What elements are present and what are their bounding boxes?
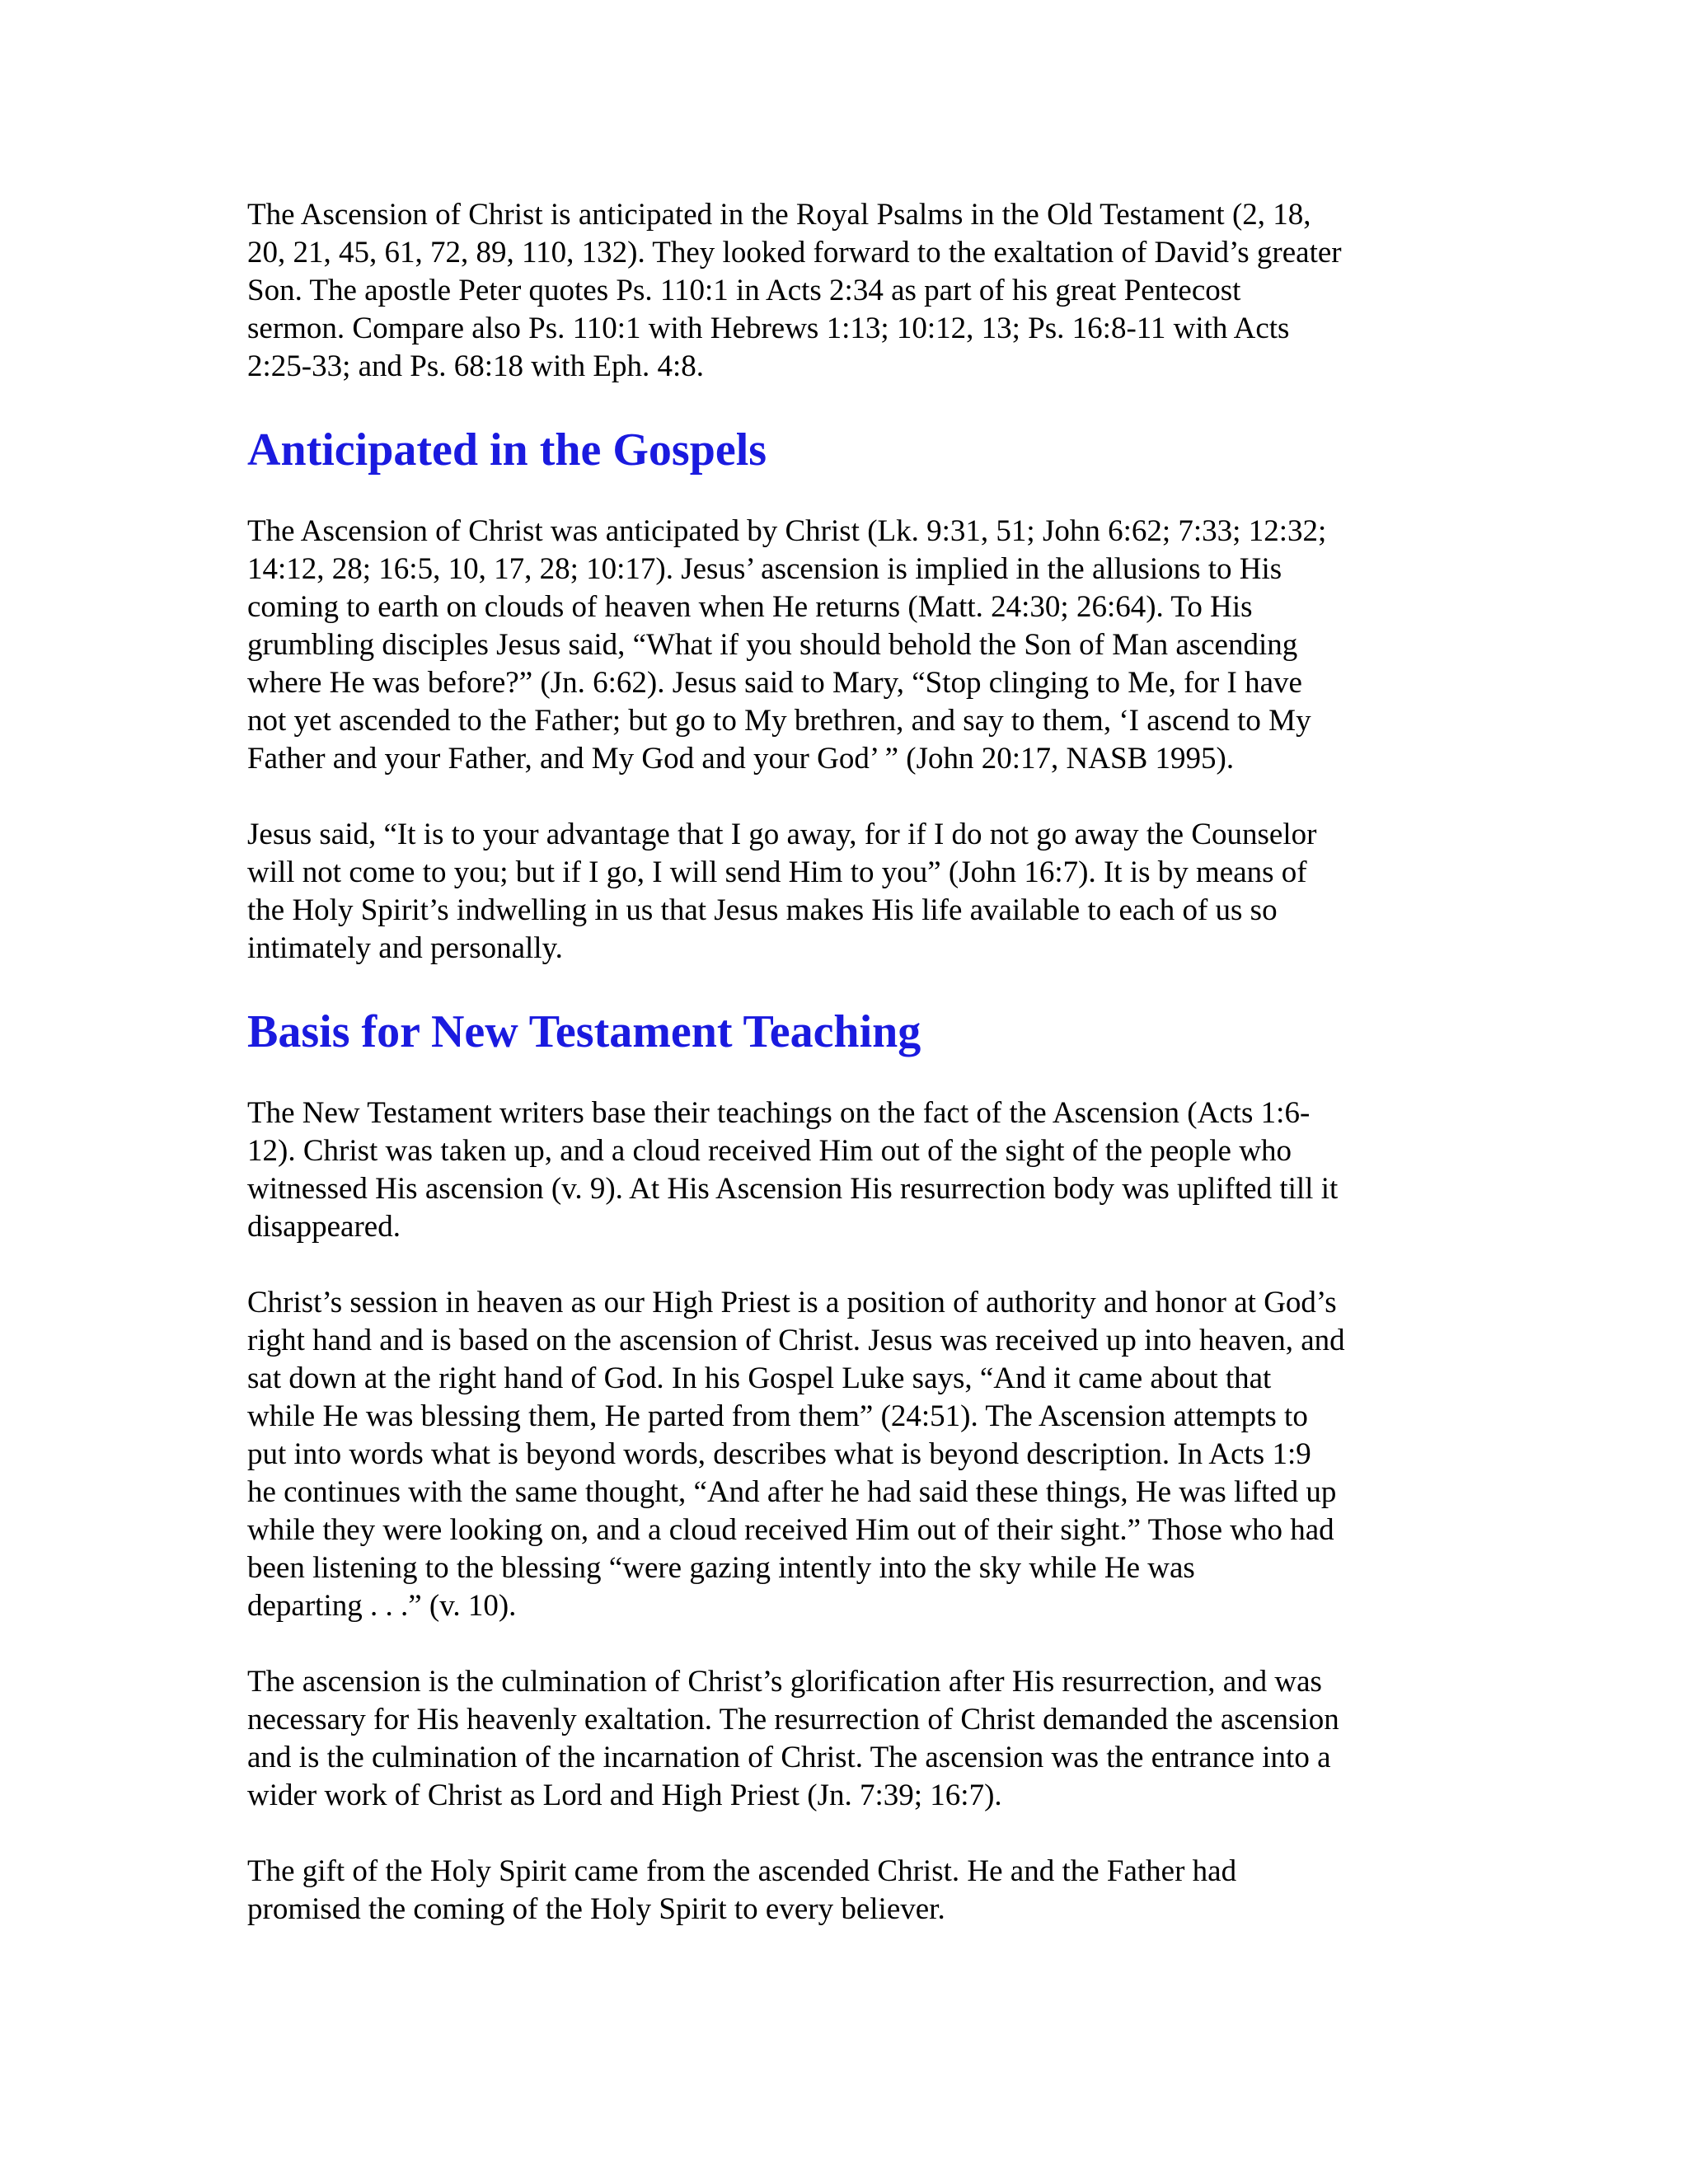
paragraph-anticipated-by-christ: The Ascension of Christ was anticipated by Christ (Lk. 9:31, 51; John 6:62; 7:33; 12:32; 14:12, 28; 16:5, 10, 17, 28; 10:17). Jesus’ ascension is implied in the allusions to His coming to earth on clouds of heaven when He returns (Matt. 24:30; 26:64). To His grumbling disciples Jesus said, “What if you should behold the Son of Man ascending where He was before?” (Jn. 6:62). Jesus said to Mary, “Stop clinging to Me, for I have not yet ascended to the Father; but go to My brethren, and say to them, ‘I ascend to My Father and your Father, and My God and your God’ ” (John 20:17, NASB 1995). bbox=[247, 514, 1327, 776]
paragraph-nt-writers: The New Testament writers base their teachings on the fact of the Ascension (Acts 1:6- 12). Christ was taken up, and a cloud received Him out of the sight of the people who witnessed His ascension (v. 9). At His Ascension His resurrection body was uplifted till it disappeared. bbox=[247, 1096, 1339, 1244]
paragraph-culmination: The ascension is the culmination of Christ’s glorification after His resurrection, and was necessary for His heavenly exaltation. The resurrection of Christ demanded the ascension and is the culmination of the incarnation of Christ. The ascension was the entrance into a wider work of Christ as Lord and High Priest (Jn. 7:39; 16:7). bbox=[247, 1665, 1339, 1812]
paragraph-counselor: Jesus said, “It is to your advantage that I go away, for if I do not go away the Counselor will not come to you; but if I go, I will send Him to you” (John 16:7). It is by means of the Holy Spirit’s indwelling in us that Jesus makes His life available to each of us so intimately and personally. bbox=[247, 818, 1317, 965]
paragraph-session-in-heaven: Christ’s session in heaven as our High Priest is a position of authority and honor at God’s right hand and is based on the ascension of Christ. Jesus was received up into heaven, and sat down at the right hand of God. In his Gospel Luke says, “And it came about that while He was blessing them, He parted from them” (24:51). The Ascension attempts to put into words what is beyond words, describes what is beyond description. In Acts 1:9 he continues with the same thought, “And after he had said these things, He was lifted up while they were looking on, and a cloud received Him out of their sight.” Those who had been listening to the blessing “were gazing intently into the sky while He was departing . . .” (v. 10). bbox=[247, 1286, 1345, 1623]
paragraph-royal-psalms: The Ascension of Christ is anticipated in the Royal Psalms in the Old Testament (2, 18, 20, 21, 45, 61, 72, 89, 110, 132). They looked forward to the exaltation of David’s greater Son. The apostle Peter quotes Ps. 110:1 in Acts 2:34 as part of his great Pentecost sermon. Compare also Ps. 110:1 with Hebrews 1:13; 10:12, 13; Ps. 16:8-11 with Acts 2:25-33; and Ps. 68:18 with Eph. 4:8. bbox=[247, 198, 1342, 383]
heading-basis-for-nt-teaching: Basis for New Testament Teaching bbox=[247, 1006, 921, 1057]
heading-anticipated-in-gospels: Anticipated in the Gospels bbox=[247, 424, 767, 476]
paragraph-holy-spirit-gift: The gift of the Holy Spirit came from the ascended Christ. He and the Father had promised the coming of the Holy Spirit to every believer. bbox=[247, 1854, 1237, 1926]
document-body bbox=[247, 196, 1442, 1966]
